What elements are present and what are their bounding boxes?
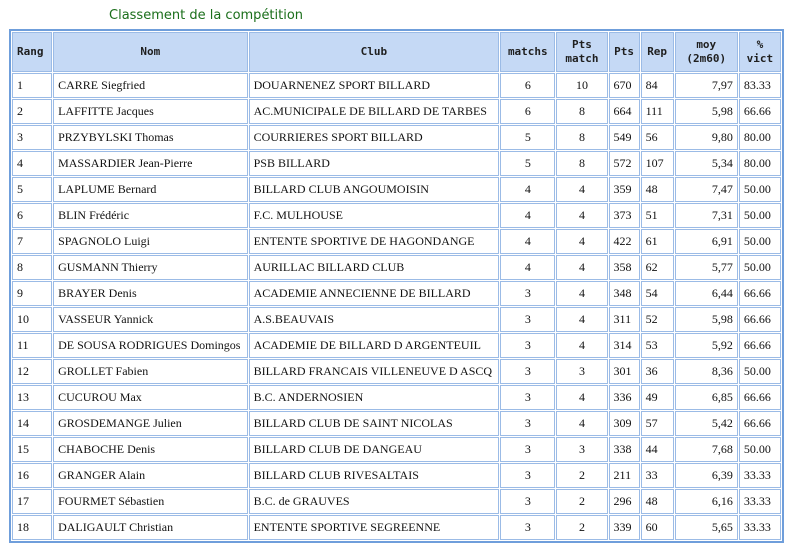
cell-rep: 111 — [641, 99, 674, 124]
cell-club: AURILLAC BILLARD CLUB — [249, 255, 500, 280]
cell-pts-match: 4 — [556, 333, 607, 358]
table-row — [12, 125, 781, 150]
cell-nom: GROLLET Fabien — [53, 359, 248, 384]
cell-club: PSB BILLARD — [249, 151, 500, 176]
col-header-pts: Pts — [609, 32, 640, 72]
cell-nom: LAPLUME Bernard — [53, 177, 248, 202]
cell-club: F.C. MULHOUSE — [249, 203, 500, 228]
cell-moy: 7,97 — [675, 73, 738, 98]
cell-rang: 8 — [12, 255, 52, 280]
cell-vict: 83.33 — [739, 73, 781, 98]
col-header-nom: Nom — [53, 32, 248, 72]
cell-vict: 50.00 — [739, 255, 781, 280]
cell-nom: GRANGER Alain — [53, 463, 248, 488]
cell-rep: 57 — [641, 411, 674, 436]
table-header-row — [12, 32, 781, 72]
cell-rep: 44 — [641, 437, 674, 462]
table-row — [12, 411, 781, 436]
cell-club: B.C. ANDERNOSIEN — [249, 385, 500, 410]
cell-moy: 5,77 — [675, 255, 738, 280]
table-row — [12, 359, 781, 384]
cell-rep: 61 — [641, 229, 674, 254]
cell-rang: 12 — [12, 359, 52, 384]
cell-rep: 52 — [641, 307, 674, 332]
cell-vict: 80.00 — [739, 151, 781, 176]
cell-club: ENTENTE SPORTIVE DE HAGONDANGE — [249, 229, 500, 254]
cell-moy: 6,16 — [675, 489, 738, 514]
cell-moy: 6,85 — [675, 385, 738, 410]
cell-pts: 309 — [609, 411, 640, 436]
cell-matchs: 3 — [500, 385, 555, 410]
cell-moy: 5,92 — [675, 333, 738, 358]
cell-nom: GUSMANN Thierry — [53, 255, 248, 280]
cell-rep: 33 — [641, 463, 674, 488]
cell-pts-match: 4 — [556, 307, 607, 332]
cell-vict: 66.66 — [739, 411, 781, 436]
cell-moy: 7,31 — [675, 203, 738, 228]
cell-matchs: 3 — [500, 359, 555, 384]
cell-rang: 3 — [12, 125, 52, 150]
cell-vict: 33.33 — [739, 463, 781, 488]
col-header-pts-match-line2: match — [565, 52, 599, 65]
cell-matchs: 3 — [500, 463, 555, 488]
table-row — [12, 437, 781, 462]
cell-rang: 17 — [12, 489, 52, 514]
cell-matchs: 5 — [500, 151, 555, 176]
cell-rep: 84 — [641, 73, 674, 98]
cell-pts: 359 — [609, 177, 640, 202]
cell-pts: 670 — [609, 73, 640, 98]
table-row — [12, 255, 781, 280]
cell-nom: VASSEUR Yannick — [53, 307, 248, 332]
cell-rep: 62 — [641, 255, 674, 280]
cell-vict: 50.00 — [739, 437, 781, 462]
cell-pts-match: 10 — [556, 73, 607, 98]
col-header-club: Club — [249, 32, 500, 72]
table-row — [12, 489, 781, 514]
cell-pts: 348 — [609, 281, 640, 306]
col-header-moy — [675, 32, 738, 72]
cell-nom: DE SOUSA RODRIGUES Domingos — [53, 333, 248, 358]
cell-rep: 56 — [641, 125, 674, 150]
cell-vict: 50.00 — [739, 177, 781, 202]
cell-vict: 66.66 — [739, 385, 781, 410]
cell-nom: PRZYBYLSKI Thomas — [53, 125, 248, 150]
cell-moy: 7,68 — [675, 437, 738, 462]
cell-matchs: 3 — [500, 437, 555, 462]
cell-vict: 66.66 — [739, 99, 781, 124]
table-row — [12, 99, 781, 124]
cell-nom: CARRE Siegfried — [53, 73, 248, 98]
table-row — [12, 229, 781, 254]
cell-pts: 211 — [609, 463, 640, 488]
cell-pts-match: 8 — [556, 125, 607, 150]
cell-moy: 5,98 — [675, 307, 738, 332]
cell-rep: 48 — [641, 177, 674, 202]
page-title: Classement de la compétition — [109, 8, 304, 23]
cell-club: DOUARNENEZ SPORT BILLARD — [249, 73, 500, 98]
cell-rang: 11 — [12, 333, 52, 358]
cell-pts-match: 8 — [556, 151, 607, 176]
cell-nom: SPAGNOLO Luigi — [53, 229, 248, 254]
cell-moy: 8,36 — [675, 359, 738, 384]
cell-pts: 422 — [609, 229, 640, 254]
col-header-rep: Rep — [641, 32, 674, 72]
cell-nom: BLIN Frédéric — [53, 203, 248, 228]
table-row — [12, 515, 781, 540]
cell-moy: 6,91 — [675, 229, 738, 254]
cell-pts-match: 4 — [556, 255, 607, 280]
col-header-rang: Rang — [12, 32, 52, 72]
cell-moy: 9,80 — [675, 125, 738, 150]
cell-pts-match: 8 — [556, 99, 607, 124]
cell-vict: 33.33 — [739, 515, 781, 540]
cell-rang: 16 — [12, 463, 52, 488]
cell-rang: 15 — [12, 437, 52, 462]
cell-matchs: 3 — [500, 515, 555, 540]
table-row — [12, 73, 781, 98]
cell-moy: 5,42 — [675, 411, 738, 436]
cell-pts-match: 4 — [556, 385, 607, 410]
cell-matchs: 5 — [500, 125, 555, 150]
cell-moy: 6,39 — [675, 463, 738, 488]
cell-pts: 336 — [609, 385, 640, 410]
table-body — [12, 73, 781, 540]
cell-pts-match: 4 — [556, 203, 607, 228]
cell-club: AC.MUNICIPALE DE BILLARD DE TARBES — [249, 99, 500, 124]
cell-moy: 5,34 — [675, 151, 738, 176]
cell-matchs: 3 — [500, 411, 555, 436]
cell-club: ACADEMIE DE BILLARD D ARGENTEUIL — [249, 333, 500, 358]
cell-club: BILLARD CLUB RIVESALTAIS — [249, 463, 500, 488]
cell-pts-match: 3 — [556, 359, 607, 384]
cell-pts-match: 4 — [556, 281, 607, 306]
table-row — [12, 151, 781, 176]
cell-pts-match: 4 — [556, 411, 607, 436]
cell-rang: 6 — [12, 203, 52, 228]
cell-vict: 50.00 — [739, 203, 781, 228]
cell-pts: 339 — [609, 515, 640, 540]
cell-moy: 7,47 — [675, 177, 738, 202]
cell-club: COURRIERES SPORT BILLARD — [249, 125, 500, 150]
cell-vict: 80.00 — [739, 125, 781, 150]
cell-moy: 6,44 — [675, 281, 738, 306]
table-row — [12, 463, 781, 488]
cell-nom: MASSARDIER Jean-Pierre — [53, 151, 248, 176]
cell-pts-match: 2 — [556, 515, 607, 540]
table-row — [12, 177, 781, 202]
cell-rep: 53 — [641, 333, 674, 358]
cell-nom: CHABOCHE Denis — [53, 437, 248, 462]
cell-pts: 301 — [609, 359, 640, 384]
cell-rang: 5 — [12, 177, 52, 202]
cell-matchs: 4 — [500, 255, 555, 280]
cell-rang: 14 — [12, 411, 52, 436]
cell-vict: 33.33 — [739, 489, 781, 514]
cell-rang: 9 — [12, 281, 52, 306]
cell-pts: 311 — [609, 307, 640, 332]
cell-vict: 66.66 — [739, 281, 781, 306]
table-row — [12, 203, 781, 228]
cell-club: B.C. de GRAUVES — [249, 489, 500, 514]
col-header-matchs: matchs — [500, 32, 555, 72]
cell-rep: 51 — [641, 203, 674, 228]
cell-pts-match: 2 — [556, 489, 607, 514]
cell-rang: 4 — [12, 151, 52, 176]
cell-vict: 66.66 — [739, 307, 781, 332]
ranking-table — [11, 31, 782, 541]
cell-rep: 107 — [641, 151, 674, 176]
col-header-moy-line2: (2m60) — [686, 52, 727, 65]
table-row — [12, 385, 781, 410]
cell-club: A.S.BEAUVAIS — [249, 307, 500, 332]
cell-rang: 13 — [12, 385, 52, 410]
cell-rep: 60 — [641, 515, 674, 540]
table-row — [12, 281, 781, 306]
cell-vict: 50.00 — [739, 229, 781, 254]
cell-club: BILLARD CLUB DE SAINT NICOLAS — [249, 411, 500, 436]
cell-rang: 1 — [12, 73, 52, 98]
cell-pts: 338 — [609, 437, 640, 462]
cell-matchs: 3 — [500, 489, 555, 514]
cell-nom: LAFFITTE Jacques — [53, 99, 248, 124]
cell-pts: 572 — [609, 151, 640, 176]
col-header-vict — [739, 32, 781, 72]
cell-matchs: 4 — [500, 177, 555, 202]
cell-pts: 358 — [609, 255, 640, 280]
cell-matchs: 3 — [500, 333, 555, 358]
cell-rep: 36 — [641, 359, 674, 384]
cell-pts-match: 4 — [556, 177, 607, 202]
cell-nom: GROSDEMANGE Julien — [53, 411, 248, 436]
cell-nom: CUCUROU Max — [53, 385, 248, 410]
cell-club: BILLARD CLUB ANGOUMOISIN — [249, 177, 500, 202]
cell-nom: DALIGAULT Christian — [53, 515, 248, 540]
cell-pts-match: 3 — [556, 437, 607, 462]
cell-rang: 2 — [12, 99, 52, 124]
cell-matchs: 3 — [500, 307, 555, 332]
cell-matchs: 4 — [500, 203, 555, 228]
cell-pts: 664 — [609, 99, 640, 124]
col-header-pts-match — [556, 32, 607, 72]
cell-rang: 10 — [12, 307, 52, 332]
cell-pts-match: 2 — [556, 463, 607, 488]
cell-matchs: 6 — [500, 99, 555, 124]
cell-nom: BRAYER Denis — [53, 281, 248, 306]
cell-matchs: 3 — [500, 281, 555, 306]
col-header-pts-match-line1: Pts — [572, 38, 592, 51]
cell-vict: 66.66 — [739, 333, 781, 358]
cell-rang: 7 — [12, 229, 52, 254]
cell-matchs: 4 — [500, 229, 555, 254]
cell-moy: 5,98 — [675, 99, 738, 124]
ranking-table-frame — [9, 29, 784, 543]
cell-nom: FOURMET Sébastien — [53, 489, 248, 514]
cell-rang: 18 — [12, 515, 52, 540]
cell-club: ENTENTE SPORTIVE SEGREENNE — [249, 515, 500, 540]
cell-moy: 5,65 — [675, 515, 738, 540]
cell-pts-match: 4 — [556, 229, 607, 254]
col-header-moy-line1: moy — [696, 38, 717, 51]
table-row — [12, 307, 781, 332]
cell-club: ACADEMIE ANNECIENNE DE BILLARD — [249, 281, 500, 306]
cell-vict: 50.00 — [739, 359, 781, 384]
col-header-vict-line2: vict — [746, 52, 774, 65]
cell-pts: 373 — [609, 203, 640, 228]
cell-pts: 549 — [609, 125, 640, 150]
cell-club: BILLARD CLUB DE DANGEAU — [249, 437, 500, 462]
cell-pts: 314 — [609, 333, 640, 358]
cell-matchs: 6 — [500, 73, 555, 98]
cell-rep: 49 — [641, 385, 674, 410]
cell-rep: 54 — [641, 281, 674, 306]
table-row — [12, 333, 781, 358]
cell-pts: 296 — [609, 489, 640, 514]
col-header-vict-line1: % — [756, 38, 764, 51]
cell-rep: 48 — [641, 489, 674, 514]
cell-club: BILLARD FRANCAIS VILLENEUVE D ASCQ — [249, 359, 500, 384]
